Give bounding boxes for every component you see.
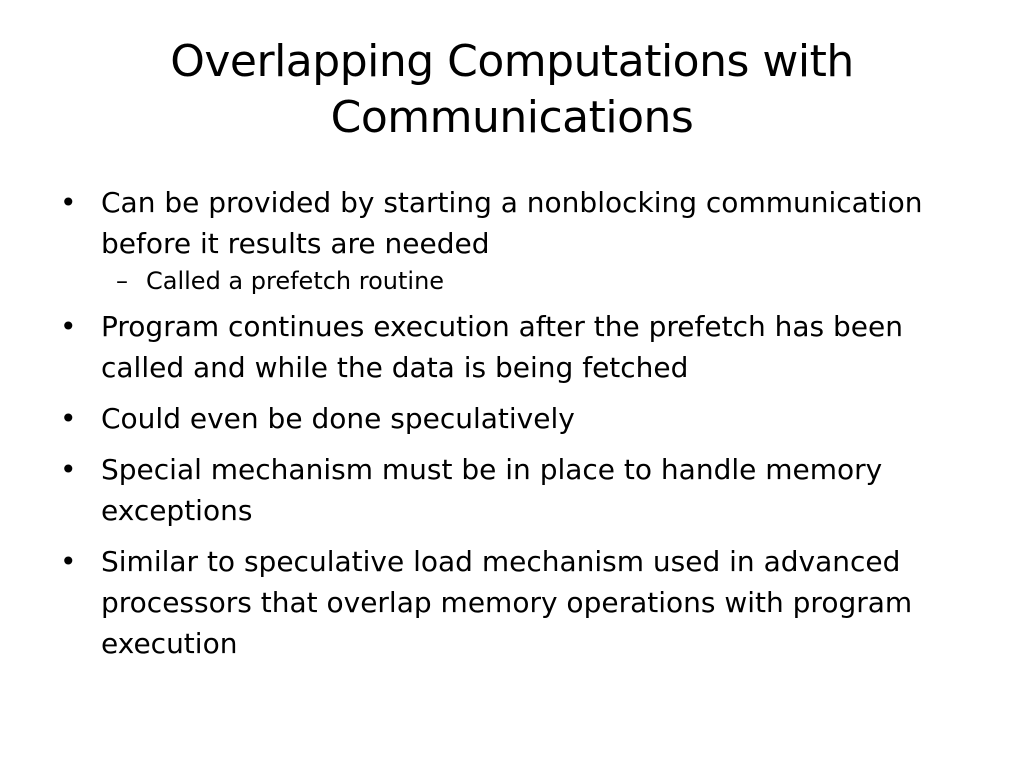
bullet-dot-icon: •: [60, 453, 77, 486]
sub-bullet-item-1: [116, 266, 978, 296]
bullet-text: Could even be done speculatively: [101, 402, 575, 435]
slide-title-line-2: Communications: [330, 92, 694, 143]
bullet-dot-icon: •: [60, 545, 77, 578]
sub-bullet-text: Called a prefetch routine: [146, 267, 445, 295]
bullet-text: Can be provided by starting a nonblocking communication before it results are needed: [101, 186, 923, 260]
bullet-text: Similar to speculative load mechanism used in advanced processors that overlap memory operations with program execution: [101, 545, 913, 660]
bullet-item-5: [58, 541, 978, 664]
bullet-text: Program continues execution after the prefetch has been called and while the data is being fetched: [101, 310, 903, 384]
bullet-item-1: [58, 182, 978, 296]
sub-bullet-list: [101, 266, 978, 296]
slide-title-line-1: Overlapping Computations with: [170, 36, 854, 87]
bullet-dot-icon: •: [60, 186, 77, 219]
bullet-item-4: [58, 449, 978, 531]
bullet-text: Special mechanism must be in place to handle memory exceptions: [101, 453, 883, 527]
dash-bullet-icon: –: [116, 267, 128, 295]
bullet-item-2: [58, 306, 978, 388]
bullet-dot-icon: •: [60, 310, 77, 343]
slide-title: [60, 34, 964, 146]
bullet-dot-icon: •: [60, 402, 77, 435]
bullet-item-3: [58, 398, 978, 439]
bullet-list: [58, 182, 978, 674]
